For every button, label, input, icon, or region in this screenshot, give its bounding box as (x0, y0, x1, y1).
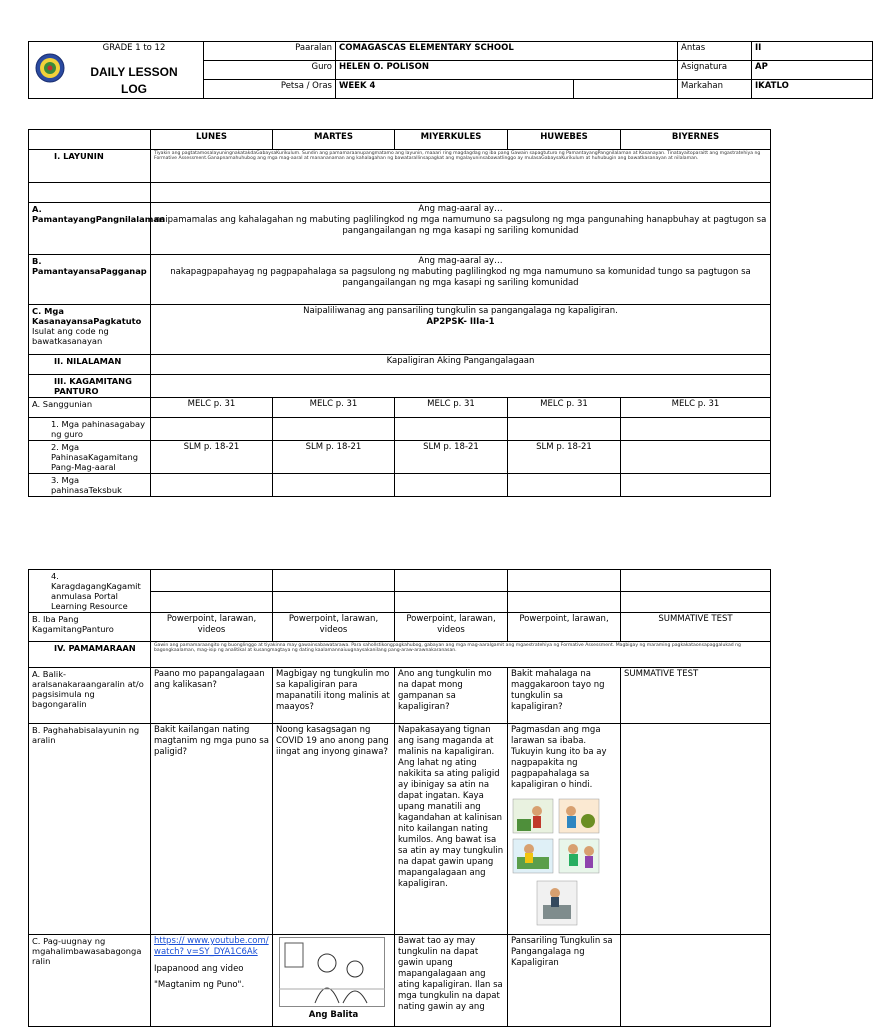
pamantayan-pagganap-intro: Ang mag-aaral ay… (418, 256, 503, 266)
blank-cell (508, 418, 621, 441)
guro-label: 1. Mga pahinasagabay ng guro (29, 418, 151, 441)
blank-cell (29, 183, 151, 203)
blank-cell (508, 570, 621, 592)
slm-martes: SLM p. 18-21 (273, 441, 395, 474)
nilalaman-text: Kapaligiran Aking Pangangalagaan (151, 355, 771, 375)
blank-cell (508, 474, 621, 497)
news-caption: Ang Balita (308, 1010, 359, 1020)
blank-cell (273, 570, 395, 592)
lesson-table-page2 (28, 569, 771, 1027)
kagamitan-label: III. KAGAMITANG PANTURO (29, 375, 151, 398)
kasanayan-cell (151, 305, 771, 355)
blank-cell (508, 591, 621, 613)
blank-cell (621, 474, 771, 497)
iba-miyerkules: Powerpoint, larawan, videos (395, 613, 508, 642)
blank-cell (151, 591, 273, 613)
level-value: II (752, 42, 873, 61)
balik-aral-biyernes: SUMMATIVE TEST (621, 668, 771, 724)
blank-cell (151, 418, 273, 441)
iba-martes: Powerpoint, larawan, videos (273, 613, 395, 642)
blank-cell (395, 418, 508, 441)
blank-cell (395, 474, 508, 497)
pag-uugnay-martes-cell (273, 935, 395, 1027)
layunin-note: Tiyakin ang pagtatamosalayuningnakatakdaGabaysaKurikulum. Sundin ang pamamaraanupangmatamo ang layunin, maaari ring magdagdag ng iba pang Gawain sapagtuturo ng PamantayangPangnilalaman at Kasanayan. Tinatayaitoparaitt ang mgastratehiya ng Formative Assessment.Ganapnamahuhubog ang mga mag-aaral at manananaman ang kahalagahan ng bawatarallinsapagkat ang mgalayuninsabawatlinggo ay mulasaGabaysaKurikulum at huhubugin ang bawatkasanayan at nilalaman. (151, 150, 771, 183)
news-illustration (279, 937, 385, 1007)
environment-pictures (511, 797, 617, 933)
video-link[interactable]: https:// www.youtube.com/watch? v=SY_DYA1C6Ak (154, 936, 269, 957)
iba-huwebes: Powerpoint, larawan, (508, 613, 621, 642)
layunin-label: I. LAYUNIN (29, 150, 151, 183)
header-table (28, 41, 873, 99)
iba-lunes: Powerpoint, larawan, videos (151, 613, 273, 642)
blank-cell (621, 591, 771, 613)
teksbuk-label: 3. Mga pahinasaTeksbuk (29, 474, 151, 497)
melc-lunes: MELC p. 31 (151, 398, 273, 418)
balik-aral-label: A. Balik-aralsanakaraangaralin at/o pagsisimula ng bagongaralin (29, 668, 151, 724)
blank-cell (621, 724, 771, 935)
karagdagan-label: 4. KaragdagangKagamit anmulasa Portal Learning Resource (29, 570, 151, 613)
blank-cell (273, 418, 395, 441)
blank-cell (395, 570, 508, 592)
pamantayan-pagganap-cell (151, 255, 771, 305)
pamamaraan-label: IV. PAMAMARAAN (29, 642, 151, 668)
level-label: Antas (678, 42, 752, 61)
kasanayan-label: C. Mga KasanayansaPagkatuto (32, 306, 142, 326)
paghahabi-lunes: Bakit kailangan nating magtanim ng mga puno sa paligid? (151, 724, 273, 935)
blank-cell (621, 935, 771, 1027)
title-line1: DAILY LESSON (90, 65, 178, 79)
paghahabi-label: B. Paghahabisalayunin ng aralin (29, 724, 151, 935)
kasanayan-text: Naipaliliwanag ang pansariling tungkulin sa pangangalaga ng kapaligiran. (303, 306, 618, 316)
kasanayan-label-cell (29, 305, 151, 355)
pag-uugnay-lunes-cell (151, 935, 273, 1027)
title-cell (29, 42, 204, 99)
day-miyerkules: MIYERKULES (395, 130, 508, 150)
blank-cell (621, 441, 771, 474)
deped-seal-icon (35, 53, 65, 83)
balik-aral-lunes: Paano mo papangalagaan ang kalikasan? (151, 668, 273, 724)
balik-aral-miyerkules: Ano ang tungkulin mo na dapat mong gampanan sa kapaligiran? (395, 668, 508, 724)
paghahabi-huwebes: Pagmasdan ang mga larawan sa ibaba. Tukuyin kung ito ba ay nagpapakita ng pagpapahalaga sa kapaligiran o hindi. (511, 725, 607, 790)
blank-cell (621, 418, 771, 441)
blank-cell (621, 570, 771, 592)
melc-biyernes: MELC p. 31 (621, 398, 771, 418)
subject-value: AP (752, 61, 873, 80)
pamamaraan-note: Gawin ang pamamaraangito ng buonglinggo at tiyakinna may gawainsabawatarawa. Para sahollstikongpagkahubog, gabayan ang mga mag-aaralgamit ang mgaestratehiya ng Formative Assessment. Magbigay ng maraming pagkakataonsapaggalukad ng bagongkaalaman, mag-isip ng analitikal at kusangmagtaya ng dating kaalamannaiuugnaysakanilang pang-araw-arawnakaranasan. (151, 642, 771, 668)
balik-aral-huwebes: Bakit mahalaga na maggakaroon tayo ng tungkulin sa kapaligiran? (508, 668, 621, 724)
pamantayan-nilalaman-cell (151, 203, 771, 255)
teacher-label: Guro (204, 61, 336, 80)
pamantayan-nilalaman-label: A. PamantayangPangnilalaman (29, 203, 151, 255)
school-value: COMAGASCAS ELEMENTARY SCHOOL (336, 42, 678, 61)
pamantayan-pagganap-label: B. PamantayansaPagganap (29, 255, 151, 305)
video-title: "Magtanim ng Puno". (154, 980, 245, 990)
day-lunes: LUNES (151, 130, 273, 150)
subject-label: Asignatura (678, 61, 752, 80)
corner-cell (29, 130, 151, 150)
paghahabi-miyerkules: Napakasayang tignan ang isang maganda at malinis na kapaligiran. Ang lahat ng ating nakikita sa ating paligid ay ibinigay sa atin na dapat ingatan. Kaya upang manatili ang kagandahan at kalinisan nito kailangan nating kumilos. Ang bawat isa sa atin ay may tungkulin na dapat gawin upang mapangalagaan ang kapaligiran. (395, 724, 508, 935)
blank-cell (273, 474, 395, 497)
pahina-label: 2. Mga PahinasaKagamitang Pang-Mag-aaral (29, 441, 151, 474)
blank-cell (151, 474, 273, 497)
balik-aral-martes: Magbigay ng tungkulin mo sa kapaligiran para mapanatili itong malinis at maayos? (273, 668, 395, 724)
blank-cell (151, 183, 771, 203)
lesson-table-page1 (28, 129, 771, 497)
sanggunian-label: A. Sanggunian (29, 398, 151, 418)
blank-cell (273, 591, 395, 613)
slm-lunes: SLM p. 18-21 (151, 441, 273, 474)
slm-miyerkules: SLM p. 18-21 (395, 441, 508, 474)
melc-martes: MELC p. 31 (273, 398, 395, 418)
slm-huwebes: SLM p. 18-21 (508, 441, 621, 474)
date-value: WEEK 4 (336, 80, 574, 99)
kasanayan-code: AP2PSK- IIIa-1 (426, 317, 495, 327)
pamantayan-nilalaman-intro: Ang mag-aaral ay… (418, 204, 503, 214)
kasanayan-sub: Isulat ang code ng bawatkasanayan (32, 326, 109, 346)
date-label: Petsa / Oras (204, 80, 336, 99)
nilalaman-label: II. NILALAMAN (29, 355, 151, 375)
quarter-value: IKATLO (752, 80, 873, 99)
melc-huwebes: MELC p. 31 (508, 398, 621, 418)
pag-uugnay-label: C. Pag-uugnay ng mgahalimbawasabagonga ralin (29, 935, 151, 1027)
blank-cell (395, 591, 508, 613)
day-huwebes: HUWEBES (508, 130, 621, 150)
day-martes: MARTES (273, 130, 395, 150)
paghahabi-martes: Noong kasagsagan ng COVID 19 ano anong pang iingat ang inyong ginawa? (273, 724, 395, 935)
pamantayan-pagganap-text: nakapagpapahayag ng pagpapahalaga sa pagsulong ng mabuting paglilingkod ng mga namumuno sa komunidad tungo sa pagtugon sa pangangailangan ng mga kasapi ng sariling komunidad (170, 267, 751, 288)
day-biyernes: BIYERNES (621, 130, 771, 150)
pag-uugnay-miyerkules: Bawat tao ay may tungkulin na dapat gawin upang mapangalagaan ang ating kapaligiran. Ilan sa mga tungkulin na dapat nating gawin ay ang (395, 935, 508, 1027)
date-extra (574, 80, 678, 99)
melc-miyerkules: MELC p. 31 (395, 398, 508, 418)
iba-label: B. Iba Pang KagamitangPanturo (29, 613, 151, 642)
pag-uugnay-huwebes: Pansariling Tungkulin sa Pangangalaga ng Kapaligiran (508, 935, 621, 1027)
paghahabi-huwebes-cell (508, 724, 621, 935)
school-label: Paaralan (204, 42, 336, 61)
blank-cell (151, 375, 771, 398)
iba-biyernes: SUMMATIVE TEST (621, 613, 771, 642)
video-instruction: Ipapanood ang video (154, 964, 244, 974)
title-line2: LOG (121, 82, 147, 96)
blank-cell (151, 570, 273, 592)
teacher-value: HELEN O. POLISON (336, 61, 678, 80)
quarter-label: Markahan (678, 80, 752, 99)
pamantayan-nilalaman-text: naipamamalas ang kahalagahan ng mabuting paglilingkod ng mga namumuno sa pagsulong ng mga pangunahing hanapbuhay at pagtugon sa pangangailangan ng mga kasapi ng sariling komunidad (154, 215, 767, 236)
grade-label: GRADE 1 to 12 (102, 43, 166, 53)
